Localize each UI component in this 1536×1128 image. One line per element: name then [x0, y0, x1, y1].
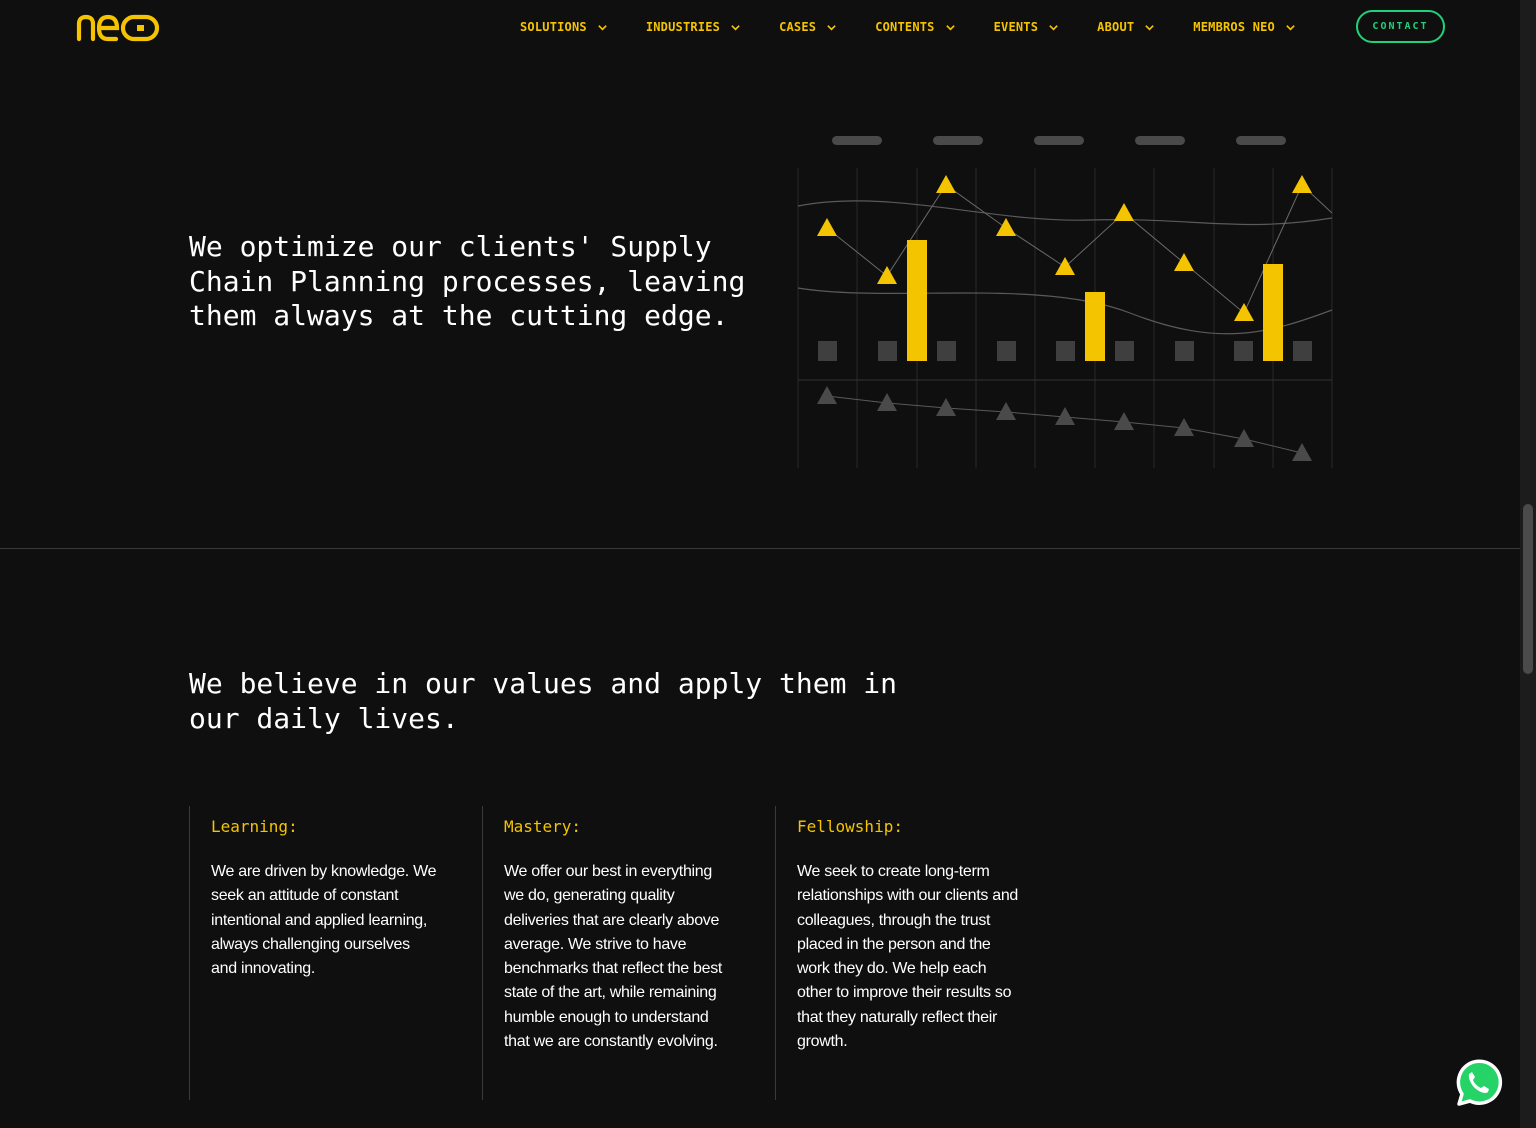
- nav-contents[interactable]: [875, 20, 955, 34]
- contact-button[interactable]: CONTACT: [1356, 10, 1445, 43]
- section-divider: [0, 548, 1520, 549]
- value-body: We seek to create long-term relationships with our clients and colleagues, through the trust placed in the person and the work they do. We help each other to improve their results so that they naturally reflect their growth.: [797, 863, 1019, 1051]
- legend-pill: [1034, 136, 1084, 145]
- value-heading: Mastery:: [504, 817, 582, 836]
- nav-about[interactable]: [1097, 20, 1155, 34]
- value-mastery: [482, 806, 732, 1100]
- nav-label: ABOUT: [1097, 20, 1135, 34]
- nav-label: SOLUTIONS: [520, 20, 587, 34]
- chevron-down-icon: [1048, 22, 1059, 33]
- page-scrollbar[interactable]: [1520, 0, 1536, 1128]
- supply-chain-illustration: [790, 128, 1340, 473]
- legend-pill: [1236, 136, 1286, 145]
- value-heading: Fellowship:: [797, 817, 903, 836]
- chevron-down-icon: [1144, 22, 1155, 33]
- legend-pill: [1135, 136, 1185, 145]
- values-title: We believe in our values and apply them in our daily lives.: [189, 667, 898, 735]
- value-body: We offer our best in everything we do, generating quality deliveries that are clearly above average. We strive to have benchmarks that reflect the best state of the art, while remaining humble enough to understand that we are constantly evolving.: [504, 863, 723, 1051]
- nav-events[interactable]: [994, 20, 1060, 34]
- square-markers: [818, 341, 1312, 361]
- trend-curve: [798, 201, 1332, 225]
- main-nav: [520, 0, 1334, 54]
- nav-label: CONTENTS: [875, 20, 935, 34]
- value-fellowship: [775, 806, 1025, 1100]
- triangle-markers: [817, 175, 1312, 321]
- value-heading: Learning:: [211, 817, 298, 836]
- nav-solutions[interactable]: [520, 20, 608, 34]
- site-header: [0, 0, 1520, 54]
- scrollbar-thumb[interactable]: [1523, 504, 1533, 674]
- legend-pill: [933, 136, 983, 145]
- nav-label: MEMBROS NEO: [1193, 20, 1275, 34]
- baseline-markers: [817, 386, 1312, 461]
- highlight-bar: [1263, 264, 1283, 361]
- whatsapp-button[interactable]: [1449, 1056, 1505, 1112]
- highlight-bar: [1085, 292, 1105, 361]
- value-body: We are driven by knowledge. We seek an attitude of constant intentional and applied learning, always challenging ourselves and innovating.: [211, 863, 437, 978]
- chevron-down-icon: [730, 22, 741, 33]
- nav-cases[interactable]: [779, 20, 837, 34]
- nav-membros-neo[interactable]: [1193, 20, 1296, 34]
- whatsapp-icon: [1449, 1056, 1505, 1112]
- nav-label: CASES: [779, 20, 817, 34]
- hero-statement: We optimize our clients' Supply Chain Planning processes, leaving them always at the cutting edge.: [189, 230, 746, 332]
- chevron-down-icon: [826, 22, 837, 33]
- chevron-down-icon: [597, 22, 608, 33]
- legend-pill: [832, 136, 882, 145]
- nav-label: EVENTS: [993, 20, 1039, 34]
- nav-label: INDUSTRIES: [645, 20, 721, 34]
- highlight-bar: [907, 240, 927, 361]
- nav-industries[interactable]: [646, 20, 741, 34]
- value-learning: [189, 806, 439, 1100]
- neo-logo-mark: [76, 12, 160, 42]
- neo-logo[interactable]: [76, 12, 160, 42]
- chevron-down-icon: [945, 22, 956, 33]
- chevron-down-icon: [1285, 22, 1296, 33]
